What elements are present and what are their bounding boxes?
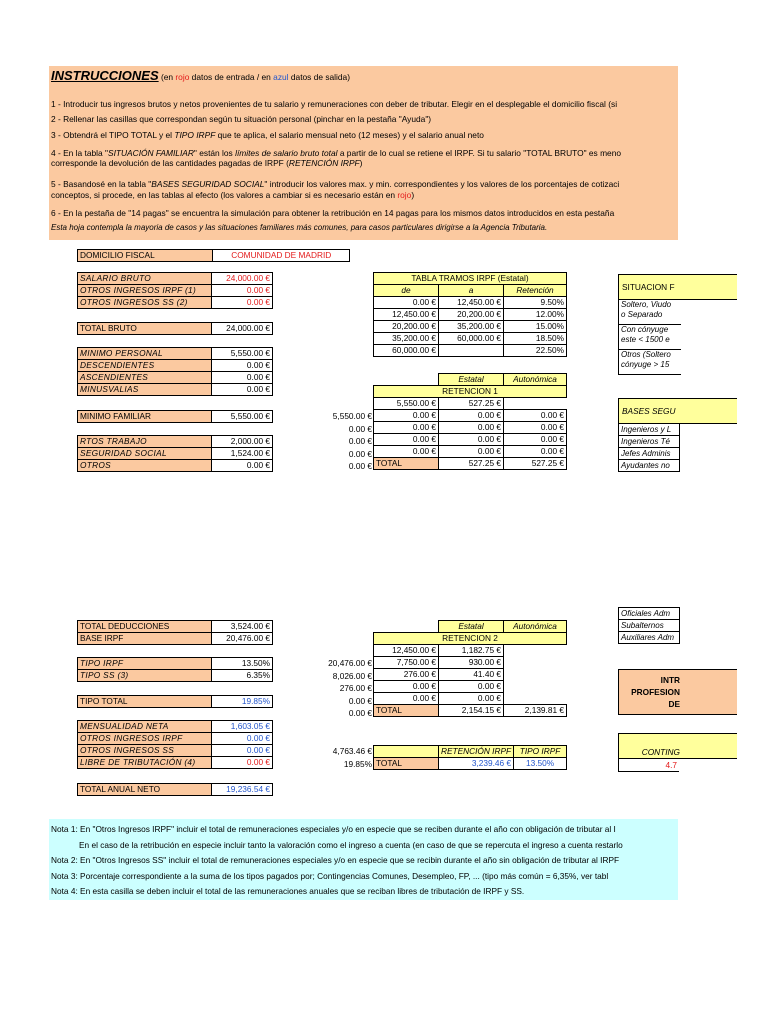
minimo-value: 0.00 € bbox=[212, 384, 273, 396]
step4-text: RETENCIÓN IRPF bbox=[288, 158, 360, 168]
step4-text: " están los bbox=[193, 148, 236, 158]
retencion-irpf-table bbox=[373, 745, 567, 770]
tramo-cell: 20,200.00 € bbox=[374, 321, 439, 333]
mensual-label: OTROS INGRESOS SS bbox=[78, 745, 212, 757]
step4-text: corresponde la devolución de las cantidades pagadas de IRPF ( bbox=[51, 158, 289, 168]
ingreso-input[interactable]: 0.00 € bbox=[212, 285, 273, 297]
table-row bbox=[78, 384, 273, 396]
total-anual-table bbox=[77, 783, 273, 796]
mensual-label: MENSUALIDAD NETA bbox=[78, 721, 212, 733]
table-row bbox=[374, 458, 567, 470]
retencion1-cell: 527.25 € bbox=[439, 398, 504, 410]
minimo-familiar-table bbox=[77, 410, 273, 423]
bases-ss-row: Subalternos bbox=[619, 620, 680, 632]
table-row bbox=[78, 670, 273, 682]
instruction-step-3 bbox=[51, 130, 484, 140]
bases-ss-row: Auxiliares Adm bbox=[619, 632, 680, 644]
retencion1-total-estatal: 527.25 € bbox=[439, 458, 504, 470]
tramo-cell: 0.00 € bbox=[374, 297, 439, 309]
table-row bbox=[78, 436, 273, 448]
contingencias-value: 4.7 bbox=[665, 760, 677, 770]
retencion1-table bbox=[373, 385, 567, 470]
note-1-cont: En el caso de la retribución en especie incluir tanto la valoración como el ingreso a cuenta (en caso de que se repercuta el ingreso a cuenta restarlo bbox=[79, 840, 623, 850]
table-row bbox=[374, 681, 567, 693]
minimo-value: 0.00 € bbox=[212, 360, 273, 372]
retencion1-cell: 5,550.00 € bbox=[374, 398, 439, 410]
tramos-title: TABLA TRAMOS IRPF (Estatal) bbox=[374, 273, 567, 285]
gasto-value: 2,000.00 € bbox=[212, 436, 273, 448]
note-3: Nota 3: Porcentaje correspondiente a la suma de los tipos pagados por; Contingencias Comunes, Desempleo, FP, ... (tipo más común = 6,35%, ver tabl bbox=[51, 871, 609, 881]
bases-ss-header bbox=[618, 398, 737, 424]
retencion2-total-label: TOTAL bbox=[374, 705, 439, 717]
minimo-value: 5,550.00 € bbox=[212, 348, 273, 360]
retencion1-left-value: 0.00 € bbox=[348, 424, 372, 434]
table-row bbox=[619, 460, 680, 472]
step3-text: que te aplica, el salario mensual neto (12 meses) y el salario anual neto bbox=[215, 130, 484, 140]
ingreso-label: OTROS INGRESOS SS (2) bbox=[78, 297, 212, 309]
table-row bbox=[374, 645, 567, 657]
retencion2-cell: 0.00 € bbox=[439, 681, 504, 693]
legend-azul: azul bbox=[273, 72, 289, 82]
retencion1-left-value: 0.00 € bbox=[348, 461, 372, 471]
note-2: Nota 2: En "Otros Ingresos SS" incluir el total de remuneraciones especiales y/o en especie que se recibin durante el año sin obligación de tributar al IRPF bbox=[51, 855, 620, 865]
minimo-label: MINIMO PERSONAL bbox=[78, 348, 212, 360]
ret-irpf-left-value: 4,763.46 € bbox=[332, 746, 372, 756]
retencion1-cell: 0.00 € bbox=[504, 410, 567, 422]
step3-text: TIPO IRPF bbox=[174, 130, 216, 140]
tramo-cell: 60,000.00 € bbox=[439, 333, 504, 345]
step5-text: 5 - Basandosé en la tabla " bbox=[51, 179, 152, 189]
retencion2-left-value: 20,476.00 € bbox=[328, 658, 372, 668]
retencion2-cell: 7,750.00 € bbox=[374, 657, 439, 669]
tramo-cell: 9.50% bbox=[504, 297, 567, 309]
bases-ss-row: Oficiales Adm bbox=[619, 608, 680, 620]
intro-line: PROFESION bbox=[631, 687, 680, 697]
intro-line: DE bbox=[668, 699, 680, 709]
bases-ss-table bbox=[618, 423, 680, 472]
retencion-irpf-header: RETENCIÓN IRPF bbox=[439, 746, 514, 758]
table-row bbox=[78, 745, 273, 757]
tipo-label: TIPO SS (3) bbox=[78, 670, 212, 682]
bases-ss-title: BASES SEGU bbox=[622, 406, 676, 416]
retencion1-total-autonomica: 527.25 € bbox=[504, 458, 567, 470]
tipo-irpf-header: TIPO IRPF bbox=[514, 746, 567, 758]
retencion1-total-label: TOTAL bbox=[374, 458, 439, 470]
retencion1-cell: 0.00 € bbox=[439, 422, 504, 434]
retencion1-cell: 0.00 € bbox=[504, 422, 567, 434]
table-row bbox=[78, 285, 273, 297]
instruction-step-5 bbox=[51, 179, 619, 189]
domicilio-select[interactable]: COMUNIDAD DE MADRID bbox=[213, 250, 350, 262]
ingreso-label: OTROS INGRESOS IRPF (1) bbox=[78, 285, 212, 297]
mensual-value: 0.00 € bbox=[212, 733, 273, 745]
minimo-label: MINUSVALIAS bbox=[78, 384, 212, 396]
table-row bbox=[619, 424, 680, 436]
tramo-cell: 35,200.00 € bbox=[374, 333, 439, 345]
table-row bbox=[619, 448, 680, 460]
situacion-row: Otros (Soltero cónyuge > 15 bbox=[618, 349, 681, 375]
bases-ss-row: Ingenieros y L bbox=[619, 424, 680, 436]
legend-text: (en bbox=[160, 72, 176, 82]
empty-cell bbox=[504, 657, 567, 669]
tramo-cell: 35,200.00 € bbox=[439, 321, 504, 333]
minimo-value: 0.00 € bbox=[212, 372, 273, 384]
retencion1-left-value: 5,550.00 € bbox=[332, 411, 372, 421]
retencion2-cell: 930.00 € bbox=[439, 657, 504, 669]
legend-rojo: rojo bbox=[175, 72, 190, 82]
bases-ss-row: Ingenieros Té bbox=[619, 436, 680, 448]
instruction-step-5-cont bbox=[51, 190, 414, 200]
tramos-table bbox=[373, 272, 567, 357]
total-anual-value: 19,236.54 € bbox=[212, 784, 273, 796]
tipo-total-table bbox=[77, 695, 273, 708]
table-row bbox=[374, 693, 567, 705]
mensual-value: 0.00 € bbox=[212, 745, 273, 757]
minimos-table bbox=[77, 347, 273, 396]
total-bruto-label: TOTAL BRUTO bbox=[78, 323, 212, 335]
tipo-total-label: TIPO TOTAL bbox=[78, 696, 212, 708]
retencion2-cell: 276.00 € bbox=[374, 669, 439, 681]
ret-irpf-left-percent: 19.85% bbox=[343, 759, 372, 769]
bases-ss-table-2 bbox=[618, 607, 680, 644]
retencion2-cell: 0.00 € bbox=[439, 693, 504, 705]
intro-profesion-box bbox=[618, 669, 737, 715]
mensual-value: 1,603.05 € bbox=[212, 721, 273, 733]
tramos-header: a bbox=[439, 285, 504, 297]
table-row bbox=[78, 721, 273, 733]
tramo-cell: 12,450.00 € bbox=[374, 309, 439, 321]
table-row bbox=[374, 333, 567, 345]
tramo-cell bbox=[439, 345, 504, 357]
retencion2-left-value: 0.00 € bbox=[348, 708, 372, 718]
mensual-table bbox=[77, 720, 273, 769]
deduccion-value: 20,476.00 € bbox=[212, 633, 273, 645]
retencion1-col-estatal: Estatal bbox=[439, 374, 504, 386]
instruction-step-4-cont bbox=[51, 158, 362, 168]
table-row bbox=[374, 446, 567, 458]
retencion2-table bbox=[373, 632, 567, 717]
retencion1-cell: 0.00 € bbox=[439, 410, 504, 422]
table-row bbox=[374, 669, 567, 681]
step3-text: 3 - Obtendrá el TIPO TOTAL y el bbox=[51, 130, 175, 140]
tramos-header: de bbox=[374, 285, 439, 297]
retencion1-cell: 0.00 € bbox=[504, 446, 567, 458]
mensual-label: LIBRE DE TRIBUTACIÓN (4) bbox=[78, 757, 212, 769]
tramo-cell: 20,200.00 € bbox=[439, 309, 504, 321]
tipo-value: 6.35% bbox=[212, 670, 273, 682]
total-anual-label: TOTAL ANUAL NETO bbox=[78, 784, 212, 796]
intro-line: INTR bbox=[660, 675, 680, 685]
instruction-step-2: 2 - Rellenar las casillas que correspondan según tu situación personal (pinchar en la pestaña "Ayuda") bbox=[51, 114, 432, 124]
tramo-cell: 12,450.00 € bbox=[439, 297, 504, 309]
tramo-cell: 18.50% bbox=[504, 333, 567, 345]
retencion1-title: RETENCION 1 bbox=[374, 386, 567, 398]
contingencias-label: CONTING bbox=[641, 747, 680, 757]
situacion-row: Con cónyuge este < 1500 e bbox=[618, 324, 681, 350]
deduccion-value: 3,524.00 € bbox=[212, 621, 273, 633]
instructions-panel bbox=[49, 66, 678, 240]
domicilio-label: DOMICILIO FISCAL bbox=[78, 250, 213, 262]
retencion2-cell: 1,182.75 € bbox=[439, 645, 504, 657]
empty-cell bbox=[504, 669, 567, 681]
table-row bbox=[374, 309, 567, 321]
retencion2-cell: 41.40 € bbox=[439, 669, 504, 681]
gastos-table bbox=[77, 435, 273, 472]
table-row bbox=[374, 321, 567, 333]
gasto-label: RTOS TRABAJO bbox=[78, 436, 212, 448]
table-row bbox=[374, 398, 567, 410]
tramo-cell: 22.50% bbox=[504, 345, 567, 357]
legend-text: datos de salida) bbox=[288, 72, 351, 82]
table-row bbox=[78, 360, 273, 372]
retencion2-cell: 0.00 € bbox=[374, 693, 439, 705]
note-4: Nota 4: En esta casilla se deben incluir el total de las remuneraciones anuales que se reciban libres de tributación de IRPF y SS. bbox=[51, 886, 525, 896]
retencion1-cell: 0.00 € bbox=[504, 434, 567, 446]
ingreso-input[interactable]: 24,000.00 € bbox=[212, 273, 273, 285]
situacion-title: SITUACION F bbox=[622, 282, 675, 292]
empty-cell bbox=[504, 645, 567, 657]
legend-text: datos de entrada / en bbox=[189, 72, 274, 82]
tipo-total-value: 19.85% bbox=[212, 696, 273, 708]
instruction-step-4 bbox=[51, 148, 621, 158]
step4-text: a partir de lo cual se retiene el IRPF. Si tu salario "TOTAL BRUTO" es meno bbox=[337, 148, 622, 158]
gasto-label: SEGURIDAD SOCIAL bbox=[78, 448, 212, 460]
gasto-label: OTROS bbox=[78, 460, 212, 472]
table-row bbox=[374, 434, 567, 446]
total-bruto-value: 24,000.00 € bbox=[212, 323, 273, 335]
step5-text: BASES SEGURIDAD SOCIAL bbox=[151, 179, 265, 189]
step4-text: SITUACIÓN FAMILIAR bbox=[107, 148, 194, 158]
table-row bbox=[619, 608, 680, 620]
retencion2-total-estatal: 2,154.15 € bbox=[439, 705, 504, 717]
tramo-cell: 60,000.00 € bbox=[374, 345, 439, 357]
table-row bbox=[374, 297, 567, 309]
situacion-row: Soltero, Viudo o Separado bbox=[618, 299, 681, 325]
table-row bbox=[78, 348, 273, 360]
gasto-value: 1,524.00 € bbox=[212, 448, 273, 460]
empty-cell bbox=[504, 693, 567, 705]
retencion2-left-value: 276.00 € bbox=[339, 683, 372, 693]
contingencias-header bbox=[618, 733, 737, 759]
bases-ss-row: Jefes Adminis bbox=[619, 448, 680, 460]
total-bruto-table bbox=[77, 322, 273, 335]
table-row bbox=[374, 705, 567, 717]
tipo-irpf-value: 13.50% bbox=[514, 758, 567, 770]
tipos-table bbox=[77, 657, 273, 682]
tipo-value: 13.50% bbox=[212, 658, 273, 670]
table-row bbox=[78, 658, 273, 670]
table-row bbox=[78, 633, 273, 645]
table-row bbox=[78, 757, 273, 769]
instructions-footer: Esta hoja contempla la mayoria de casos y las situaciones familiares más comunes, para casos particulares dirigirse a la Agencia Tributaria. bbox=[51, 223, 548, 232]
retencion1-cell: 0.00 € bbox=[374, 434, 439, 446]
retencion2-cell: 0.00 € bbox=[374, 681, 439, 693]
retencion2-cell: 12,450.00 € bbox=[374, 645, 439, 657]
table-row bbox=[619, 632, 680, 644]
table-row bbox=[78, 733, 273, 745]
gasto-value: 0.00 € bbox=[212, 460, 273, 472]
ingresos-table bbox=[77, 272, 273, 309]
table-row bbox=[78, 621, 273, 633]
instructions-title: INSTRUCCIONES bbox=[51, 68, 159, 83]
table-row bbox=[78, 460, 273, 472]
retencion1-cell: 0.00 € bbox=[374, 410, 439, 422]
table-row bbox=[374, 410, 567, 422]
retencion1-col-autonomica: Autonómica bbox=[504, 374, 567, 386]
retencion1-cell: 0.00 € bbox=[374, 446, 439, 458]
ingreso-label: SALARIO BRUTO bbox=[78, 273, 212, 285]
table-row bbox=[374, 345, 567, 357]
table-row bbox=[619, 620, 680, 632]
deduccion-label: TOTAL DEDUCCIONES bbox=[78, 621, 212, 633]
contingencias-value-cell bbox=[618, 758, 679, 772]
deduccion-label: BASE IRPF bbox=[78, 633, 212, 645]
retencion2-left-value: 0.00 € bbox=[348, 696, 372, 706]
instruction-step-1: 1 - Introducir tus ingresos brutos y netos provenientes de tu salario y remuneraciones con deber de tributar. Elegir en el desplegable el domicilio fiscal (si bbox=[51, 99, 618, 109]
instructions-heading bbox=[51, 68, 350, 83]
step4-text: límites de salario bruto total bbox=[235, 148, 338, 158]
step5-text: ) bbox=[411, 190, 415, 200]
retencion-irpf-value: 3,239.46 € bbox=[439, 758, 514, 770]
minimo-label: ASCENDIENTES bbox=[78, 372, 212, 384]
minimo-familiar-value: 5,550.00 € bbox=[212, 411, 273, 423]
tipo-label: TIPO IRPF bbox=[78, 658, 212, 670]
table-row bbox=[374, 422, 567, 434]
retencion1-cell: 0.00 € bbox=[439, 434, 504, 446]
empty-cell bbox=[374, 746, 439, 758]
libre-tributacion-input[interactable]: 0.00 € bbox=[212, 757, 273, 769]
table-row bbox=[78, 372, 273, 384]
instruction-step-6: 6 - En la pestaña de "14 pagas" se encuentra la simulación para obtener la retribución en 14 pagas para los mismos datos introducidos en esta pestaña bbox=[51, 208, 615, 218]
table-row bbox=[619, 436, 680, 448]
tramo-cell: 12.00% bbox=[504, 309, 567, 321]
bases-ss-row: Ayudantes no bbox=[619, 460, 680, 472]
retencion1-cell: 0.00 € bbox=[374, 422, 439, 434]
ret-irpf-total-label: TOTAL bbox=[374, 758, 439, 770]
step4-text: 4 - En la tabla " bbox=[51, 148, 108, 158]
table-row bbox=[374, 657, 567, 669]
retencion2-col-estatal: Estatal bbox=[439, 621, 504, 633]
empty-cell bbox=[504, 398, 567, 410]
retencion2-title: RETENCION 2 bbox=[374, 633, 567, 645]
domicilio-table bbox=[77, 249, 350, 262]
retencion1-left-value: 0.00 € bbox=[348, 449, 372, 459]
minimo-familiar-label: MINIMO FAMILIAR bbox=[78, 411, 212, 423]
notes-panel bbox=[49, 819, 678, 900]
situacion-header bbox=[618, 274, 737, 300]
retencion2-col-autonomica: Autonómica bbox=[504, 621, 567, 633]
empty-cell bbox=[504, 681, 567, 693]
note-1: Nota 1: En "Otros Ingresos IRPF" incluir el total de remuneraciones especiales y/o en especie que se reciben durante el año con obligación de tributar al I bbox=[51, 824, 616, 834]
retencion2-total-autonomica: 2,139.81 € bbox=[504, 705, 567, 717]
minimo-label: DESCENDIENTES bbox=[78, 360, 212, 372]
tramo-cell: 15.00% bbox=[504, 321, 567, 333]
ingreso-input[interactable]: 0.00 € bbox=[212, 297, 273, 309]
mensual-label: OTROS INGRESOS IRPF bbox=[78, 733, 212, 745]
retencion1-cell: 0.00 € bbox=[439, 446, 504, 458]
table-row bbox=[78, 273, 273, 285]
retencion1-left-value: 0.00 € bbox=[348, 436, 372, 446]
table-row bbox=[78, 448, 273, 460]
step4-text: ) bbox=[359, 158, 363, 168]
retencion2-left-value: 8,026.00 € bbox=[332, 671, 372, 681]
tramos-header: Retención bbox=[504, 285, 567, 297]
deducciones-table bbox=[77, 620, 273, 645]
table-row bbox=[78, 297, 273, 309]
step5-text: rojo bbox=[397, 190, 412, 200]
step5-text: conceptos, si procede, en las tablas al efecto (los valores a cambiar si es necesario están en bbox=[51, 190, 398, 200]
step5-text: " introducir los valores max. y min. correspondientes y los valores de los porcentajes de cotizaci bbox=[264, 179, 620, 189]
